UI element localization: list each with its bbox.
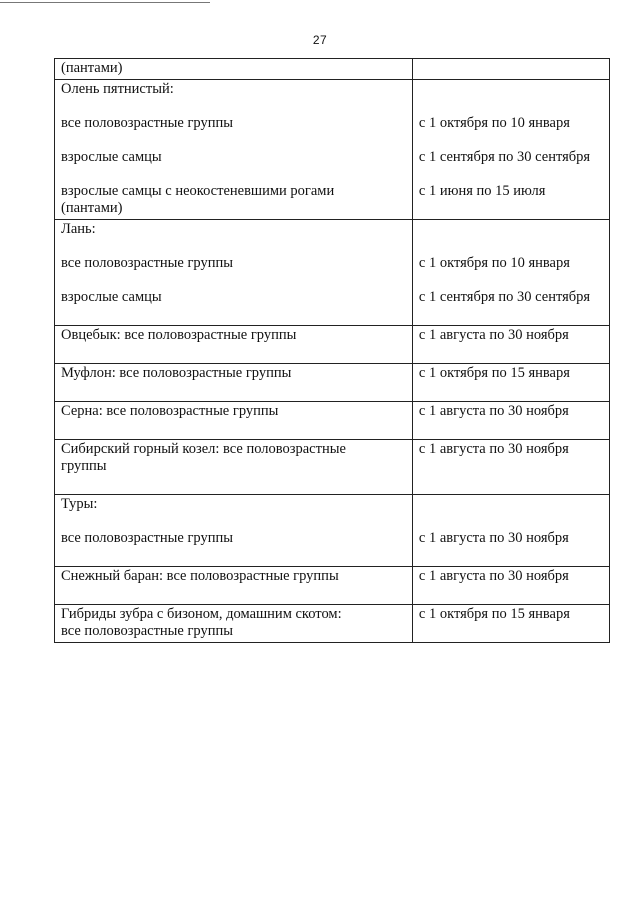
season-period-cell (412, 567, 609, 605)
season-period-cell (412, 59, 609, 80)
cell-text: (пантами) (61, 200, 123, 216)
species-cell (55, 605, 413, 643)
cell-text: Туры: (61, 496, 98, 512)
cell-text: Олень пятнистый: (61, 81, 174, 97)
cell-text: Лань: (61, 221, 96, 237)
cell-text: с 1 августа по 30 ноября (418, 568, 569, 584)
blank-line (61, 547, 407, 564)
cell-text: (пантами) (61, 60, 123, 76)
cell-text: Сибирский горный козел: все половозрастные (61, 441, 346, 457)
blank-line (61, 306, 407, 323)
blank-line (61, 238, 407, 255)
hunting-seasons-table (54, 58, 610, 643)
table-row (55, 402, 610, 440)
season-period-cell (412, 402, 609, 440)
season-period-cell (412, 605, 609, 643)
table-row (55, 605, 610, 643)
season-period-cell (412, 326, 609, 364)
page-number: 27 (312, 33, 328, 47)
cell-text: с 1 июня по 15 июля (418, 183, 546, 199)
cell-text: с 1 августа по 30 ноября (418, 441, 569, 457)
blank-line (419, 221, 604, 238)
cell-text: с 1 сентября по 30 сентября (418, 149, 591, 165)
season-period-cell (412, 80, 609, 220)
table-row (55, 567, 610, 605)
blank-line (419, 98, 604, 115)
cell-text: с 1 августа по 30 ноября (418, 327, 569, 343)
species-cell (55, 59, 413, 80)
table-row (55, 440, 610, 495)
cell-text: взрослые самцы (61, 289, 162, 305)
blank-line (419, 238, 604, 255)
blank-line (61, 513, 407, 530)
blank-line (419, 166, 604, 183)
blank-line (419, 382, 604, 399)
cell-text: с 1 сентября по 30 сентября (418, 289, 591, 305)
species-cell (55, 402, 413, 440)
cell-text: с 1 октября по 10 января (418, 115, 570, 131)
table-row (55, 59, 610, 80)
blank-line (419, 81, 604, 98)
blank-line (61, 272, 407, 289)
species-cell (55, 495, 413, 567)
blank-line (419, 623, 604, 640)
season-period-cell (412, 220, 609, 326)
table-body (55, 59, 610, 643)
blank-line (419, 344, 604, 361)
cell-text: все половозрастные группы (61, 623, 234, 639)
blank-line (419, 475, 604, 492)
blank-line (61, 132, 407, 149)
blank-line (419, 272, 604, 289)
blank-line (61, 344, 407, 361)
blank-line (419, 585, 604, 602)
table-row (55, 80, 610, 220)
season-period-cell (412, 495, 609, 567)
blank-line (419, 200, 604, 217)
blank-line (61, 585, 407, 602)
cell-text: Серна: все половозрастные группы (61, 403, 279, 419)
blank-line (61, 420, 407, 437)
species-cell (55, 567, 413, 605)
cell-text: взрослые самцы с неокостеневшими рогами (61, 183, 335, 199)
species-cell (55, 80, 413, 220)
blank-line (61, 475, 407, 492)
season-period-cell (412, 364, 609, 402)
species-cell (55, 364, 413, 402)
cell-text: Муфлон: все половозрастные группы (61, 365, 292, 381)
blank-line (419, 60, 604, 77)
table-row (55, 326, 610, 364)
scan-edge-line (0, 2, 210, 3)
blank-line (419, 306, 604, 323)
cell-text: с 1 августа по 30 ноября (418, 403, 569, 419)
cell-text: группы (61, 458, 107, 474)
cell-text: все половозрастные группы (61, 115, 234, 131)
cell-text: взрослые самцы (61, 149, 162, 165)
species-cell (55, 326, 413, 364)
blank-line (419, 496, 604, 513)
cell-text: с 1 октября по 15 января (418, 365, 570, 381)
cell-text: Снежный баран: все половозрастные группы (61, 568, 339, 584)
blank-line (419, 420, 604, 437)
cell-text: Гибриды зубра с бизоном, домашним скотом: (61, 606, 342, 622)
cell-text: с 1 октября по 10 января (418, 255, 570, 271)
blank-line (61, 98, 407, 115)
blank-line (419, 458, 604, 475)
table-row (55, 220, 610, 326)
cell-text: Овцебык: все половозрастные группы (61, 327, 297, 343)
blank-line (419, 132, 604, 149)
species-cell (55, 220, 413, 326)
cell-text: все половозрастные группы (61, 255, 234, 271)
species-cell (55, 440, 413, 495)
blank-line (419, 547, 604, 564)
cell-text: все половозрастные группы (61, 530, 234, 546)
table-row (55, 495, 610, 567)
blank-line (61, 166, 407, 183)
table-row (55, 364, 610, 402)
blank-line (419, 513, 604, 530)
cell-text: с 1 октября по 15 января (418, 606, 570, 622)
cell-text: с 1 августа по 30 ноября (418, 530, 569, 546)
blank-line (61, 382, 407, 399)
season-period-cell (412, 440, 609, 495)
